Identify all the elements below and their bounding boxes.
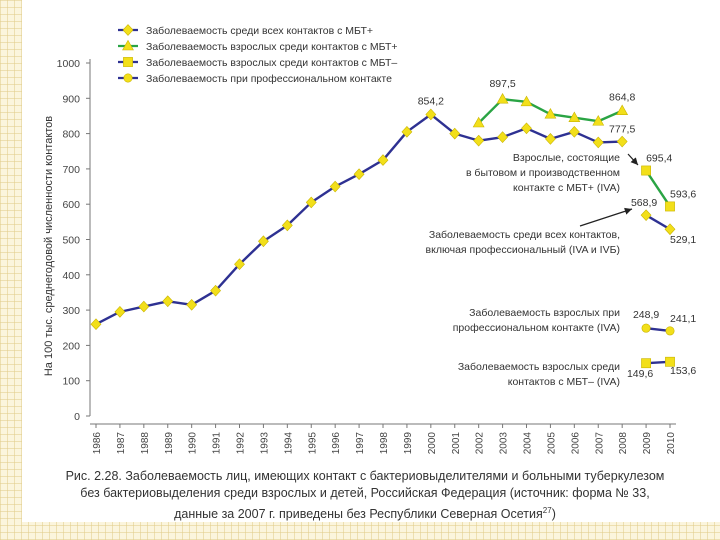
data-label: 241,1 xyxy=(670,312,697,325)
data-point xyxy=(498,132,508,143)
data-label: 695,4 xyxy=(646,152,673,165)
data-point xyxy=(522,123,532,134)
legend-marker xyxy=(123,57,132,66)
legend-entry xyxy=(118,57,397,69)
y-axis-title: На 100 тыс. среднегодовой численности контактов xyxy=(43,115,55,377)
legend-entry xyxy=(118,40,398,53)
x-tick-label: 1995 xyxy=(307,432,319,455)
data-point xyxy=(497,94,508,104)
data-point xyxy=(354,169,364,180)
y-tick-label: 1000 xyxy=(56,58,80,70)
annotation-4 xyxy=(458,361,620,388)
x-tick-label: 1990 xyxy=(187,432,199,455)
caption-footnote-ref: 27 xyxy=(542,506,552,515)
caption-line-3-text: данные за 2007 г. приведены без Республики Северная Осетия xyxy=(174,507,543,522)
annotation-text: включая профессиональный (IVA и IVБ) xyxy=(425,244,620,256)
caption-line-2: без бактериовыделения среди взрослых и детей, Российская Федерация (источник: форма № 33, xyxy=(80,486,650,500)
x-tick-label: 1998 xyxy=(379,432,390,455)
data-point xyxy=(569,126,579,137)
data-label: 529,1 xyxy=(670,234,697,247)
annotation-text: Взрослые, состоящие xyxy=(512,152,620,164)
data-label: 854,2 xyxy=(417,95,444,108)
data-point xyxy=(641,166,650,175)
legend xyxy=(118,25,398,85)
data-point xyxy=(139,301,149,312)
data-point xyxy=(474,135,484,146)
legend-label: Заболеваемость при профессиональном контакте xyxy=(146,73,392,85)
x-tick-label: 1996 xyxy=(331,432,343,455)
series-1 xyxy=(91,109,627,330)
x-tick-label: 2003 xyxy=(498,432,510,455)
legend-label: Заболеваемость взрослых среди контактов с МБТ– xyxy=(146,57,398,69)
data-point xyxy=(115,306,125,317)
data-point xyxy=(617,136,627,147)
x-tick-label: 2007 xyxy=(594,432,606,455)
x-tick-label: 1988 xyxy=(139,432,151,455)
x-tick-label: 2006 xyxy=(570,432,582,455)
annotation-arrow xyxy=(628,154,638,165)
data-label: 153,6 xyxy=(670,364,697,377)
annotation-text: Заболеваемость среди всех контактов, xyxy=(428,229,620,241)
annotation-arrow xyxy=(580,209,632,226)
series-4 xyxy=(642,324,674,335)
caption-line-1: Рис. 2.28. Заболеваемость лиц, имеющих контакт с бактериовыделителями и больными туберкулезом xyxy=(65,469,665,483)
annotation-2 xyxy=(426,209,632,256)
y-tick-label: 500 xyxy=(62,234,80,247)
x-tick-label: 1992 xyxy=(235,432,247,455)
y-tick-label: 900 xyxy=(62,93,80,106)
annotation-text: в бытовом и производственном xyxy=(465,167,620,179)
caption-line-3: данные за 2007 г. приведены без Республики Северная Осетия$^{27}$) xyxy=(174,506,556,522)
data-point xyxy=(91,319,101,330)
series-line xyxy=(646,215,670,229)
y-tick-label: 0 xyxy=(74,411,80,423)
data-label: 593,6 xyxy=(670,188,697,201)
data-point xyxy=(666,327,674,335)
data-point xyxy=(641,359,650,368)
x-tick-label: 1994 xyxy=(283,432,295,455)
data-point xyxy=(545,133,555,144)
chart-axes xyxy=(57,58,677,454)
annotation-3 xyxy=(453,307,620,334)
series-6 xyxy=(641,210,675,235)
legend-marker xyxy=(124,74,132,82)
annotation-text: контакте с МБТ+ (IVA) xyxy=(513,182,620,194)
data-point xyxy=(665,224,675,235)
data-point xyxy=(641,210,651,221)
y-tick-label: 400 xyxy=(62,269,80,282)
legend-label: Заболеваемость среди всех контактов с МБТ+ xyxy=(146,25,374,37)
x-tick-label: 1999 xyxy=(402,432,414,455)
data-label: 864,8 xyxy=(609,91,636,104)
legend-marker xyxy=(123,25,133,36)
y-tick-label: 200 xyxy=(62,340,80,353)
data-point xyxy=(593,137,603,148)
data-label: 568,9 xyxy=(630,197,658,210)
data-point xyxy=(617,105,628,115)
annotations-layer xyxy=(426,152,638,388)
x-tick-label: 1991 xyxy=(211,432,223,455)
data-point xyxy=(187,299,197,310)
data-label: 149,6 xyxy=(626,368,654,381)
x-tick-label: 2009 xyxy=(642,432,654,455)
x-tick-label: 1997 xyxy=(355,432,367,455)
x-tick-label: 2002 xyxy=(474,432,486,455)
legend-label: Заболеваемость взрослых среди контактов с МБТ+ xyxy=(146,41,398,53)
data-point xyxy=(163,296,173,307)
series-2 xyxy=(473,94,627,127)
x-tick-label: 2005 xyxy=(546,432,558,455)
x-tick-label: 2000 xyxy=(426,432,438,455)
annotation-1 xyxy=(466,152,638,194)
y-tick-label: 700 xyxy=(62,163,80,176)
annotation-text: контактов с МБТ– (IVA) xyxy=(507,376,620,388)
data-point xyxy=(642,324,650,332)
series-line xyxy=(96,114,622,324)
x-tick-label: 1993 xyxy=(259,432,271,455)
y-tick-label: 300 xyxy=(62,305,80,318)
legend-entry xyxy=(118,25,373,37)
x-tick-label: 1987 xyxy=(115,432,127,455)
x-tick-label: 1989 xyxy=(163,432,175,455)
decorative-frame-bottom xyxy=(0,522,720,540)
data-label: 248,9 xyxy=(632,309,660,322)
x-tick-label: 2004 xyxy=(522,432,534,455)
x-tick-label: 1986 xyxy=(92,432,103,455)
data-point xyxy=(330,181,340,192)
x-tick-label: 2001 xyxy=(450,432,462,455)
y-tick-label: 100 xyxy=(62,375,80,388)
data-label: 897,5 xyxy=(489,78,516,91)
y-tick-label: 800 xyxy=(62,128,80,141)
data-point xyxy=(665,202,674,211)
annotation-text: Заболеваемость взрослых при xyxy=(469,307,620,319)
data-label: 777,5 xyxy=(609,123,636,136)
x-tick-label: 2008 xyxy=(618,432,630,455)
annotation-text: Заболеваемость взрослых среди xyxy=(457,361,620,373)
legend-entry xyxy=(118,73,392,85)
x-tick-label: 2010 xyxy=(666,432,677,455)
annotation-text: профессиональном контакте (IVA) xyxy=(452,322,620,334)
y-axis-title-group xyxy=(43,116,55,376)
figure-caption xyxy=(40,468,690,523)
y-tick-label: 600 xyxy=(62,199,80,212)
